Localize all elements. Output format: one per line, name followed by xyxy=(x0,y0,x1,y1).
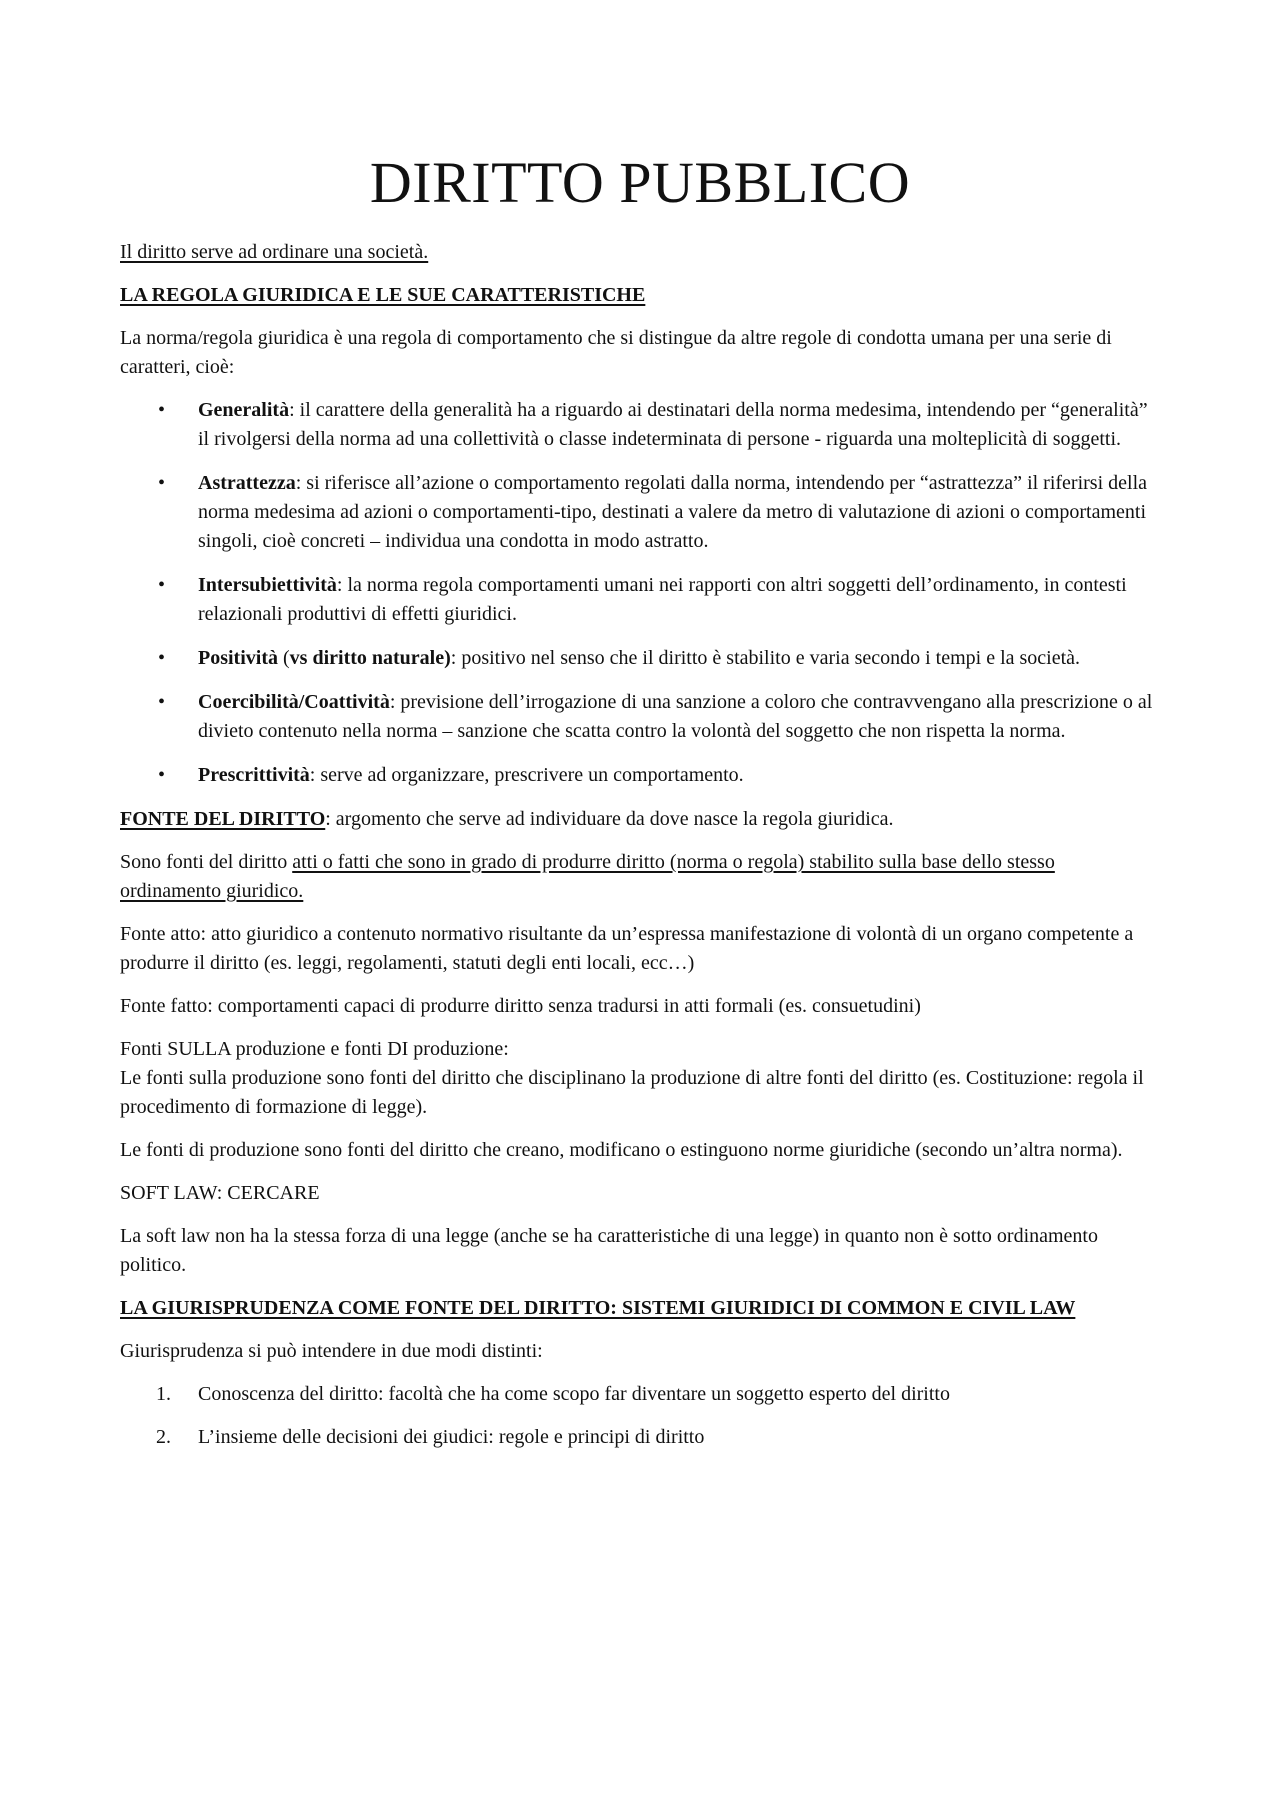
list-item xyxy=(120,396,1160,454)
fonti-definition-paragraph xyxy=(120,848,1160,906)
list-item xyxy=(120,644,1160,673)
item-term-secondary: vs diritto naturale) xyxy=(289,647,451,669)
item-separator: : xyxy=(289,399,295,421)
item-text: Conoscenza del diritto: facoltà che ha come scopo far diventare un soggetto esperto del diritto xyxy=(198,1383,950,1405)
fonte-paragraph xyxy=(120,805,1160,834)
item-separator: : xyxy=(309,764,316,786)
item-text: il carattere della generalità ha a riguardo ai destinatari della norma medesima, intendendo per “generalità” il rivolgersi della norma ad una collettività o classe indeterminata di persone - riguarda una molteplicità di soggetti. xyxy=(198,399,1148,450)
list-item xyxy=(120,761,1160,790)
document-body xyxy=(120,150,1160,1466)
characteristics-list xyxy=(120,396,1160,790)
list-item xyxy=(120,1380,1160,1409)
item-text: previsione dell’irrogazione di una sanzione a coloro che contravvengano alla prescrizione o al divieto contenuto nella norma – sanzione che scatta contro la volontà del soggetto che non rispetta la norma. xyxy=(198,691,1153,742)
item-text: serve ad organizzare, prescrivere un comportamento. xyxy=(315,764,744,786)
bullet-icon: • xyxy=(158,647,166,669)
item-term: Prescrittività xyxy=(198,764,310,786)
intro-line xyxy=(120,238,1160,267)
soft-law-heading: SOFT LAW: CERCARE xyxy=(120,1182,320,1204)
bullet-icon: • xyxy=(158,472,166,494)
item-term: Generalità xyxy=(198,399,290,421)
bullet-icon: • xyxy=(158,691,166,713)
list-item xyxy=(120,1423,1160,1452)
list-item xyxy=(120,688,1160,746)
fonte-atto-paragraph: Fonte atto: atto giuridico a contenuto normativo risultante da un’espressa manifestazione di volontà di un organo competente a produrre il diritto (es. leggi, regolamenti, statuti degli enti locali, ecc…) xyxy=(120,923,1134,974)
fonte-label: FONTE DEL DIRITTO xyxy=(120,808,326,830)
section-heading-regola: LA REGOLA GIURIDICA E LE SUE CARATTERISTICHE xyxy=(120,284,646,306)
intro-text: Il diritto serve ad ordinare una società. xyxy=(120,241,429,263)
item-term: Astrattezza xyxy=(198,472,296,494)
section-intro-paragraph: La norma/regola giuridica è una regola di comportamento che si distingue da altre regole di condotta umana per una serie di caratteri, cioè: xyxy=(120,327,1112,378)
item-separator: : xyxy=(389,691,396,713)
giurisprudenza-list xyxy=(120,1380,1160,1452)
fonti-sulla-paragraph: Le fonti sulla produzione sono fonti del diritto che disciplinano la produzione di altre fonti del diritto (es. Costituzione: regola il procedimento di formazione di legge). xyxy=(120,1067,1144,1118)
item-term: Intersubiettività xyxy=(198,574,337,596)
fonti-di-paragraph: Le fonti di produzione sono fonti del diritto che creano, modificano o estinguono norme giuridiche (secondo un’altra norma). xyxy=(120,1139,1123,1161)
bullet-icon: • xyxy=(158,399,166,421)
giurisprudenza-intro-paragraph: Giurisprudenza si può intendere in due modi distinti: xyxy=(120,1340,543,1362)
item-separator: ( xyxy=(278,647,290,669)
item-separator: : xyxy=(336,574,343,596)
fonti-definition-plain: Sono fonti del diritto xyxy=(120,851,293,873)
list-number: 2. xyxy=(156,1426,171,1448)
section-heading-giurisprudenza: LA GIURISPRUDENZA COME FONTE DEL DIRITTO: SISTEMI GIURIDICI DI COMMON E CIVIL LAW xyxy=(120,1297,1076,1319)
fonti-sulla-heading: Fonti SULLA produzione e fonti DI produzione: xyxy=(120,1038,509,1060)
item-text: si riferisce all’azione o comportamento regolati dalla norma, intendendo per “astrattezza” il riferirsi della norma medesima ad azioni o comportamenti-tipo, destinati a valere da metro di valutazione di azioni o comportamenti singoli, cioè concreti – individua una condotta in modo astratto. xyxy=(198,472,1148,552)
item-text: L’insieme delle decisioni dei giudici: regole e principi di diritto xyxy=(198,1426,705,1448)
fonti-definition-underlined: atti o fatti che sono in grado di produrre diritto (norma o regola) stabilito sulla base dello stesso ordinamento giuridico. xyxy=(120,851,1055,902)
list-item xyxy=(120,469,1160,556)
soft-law-paragraph: La soft law non ha la stessa forza di una legge (anche se ha caratteristiche di una legge) in quanto non è sotto ordinamento politico. xyxy=(120,1225,1098,1276)
item-text: la norma regola comportamenti umani nei rapporti con altri soggetti dell’ordinamento, in contesti relazionali produttivi di effetti giuridici. xyxy=(198,574,1127,625)
fonte-text: : argomento che serve ad individuare da dove nasce la regola giuridica. xyxy=(325,808,894,830)
item-term: Coercibilità/Coattività xyxy=(198,691,390,713)
item-term: Positività xyxy=(198,647,278,669)
page-title: DIRITTO PUBBLICO xyxy=(369,150,911,215)
fonte-fatto-paragraph: Fonte fatto: comportamenti capaci di produrre diritto senza tradursi in atti formali (es. consuetudini) xyxy=(120,995,921,1017)
bullet-icon: • xyxy=(158,764,166,786)
list-item xyxy=(120,571,1160,629)
list-number: 1. xyxy=(156,1383,171,1405)
item-separator: : xyxy=(295,472,302,494)
bullet-icon: • xyxy=(158,574,166,596)
item-text: : positivo nel senso che il diritto è stabilito e varia secondo i tempi e la società. xyxy=(450,647,1081,669)
